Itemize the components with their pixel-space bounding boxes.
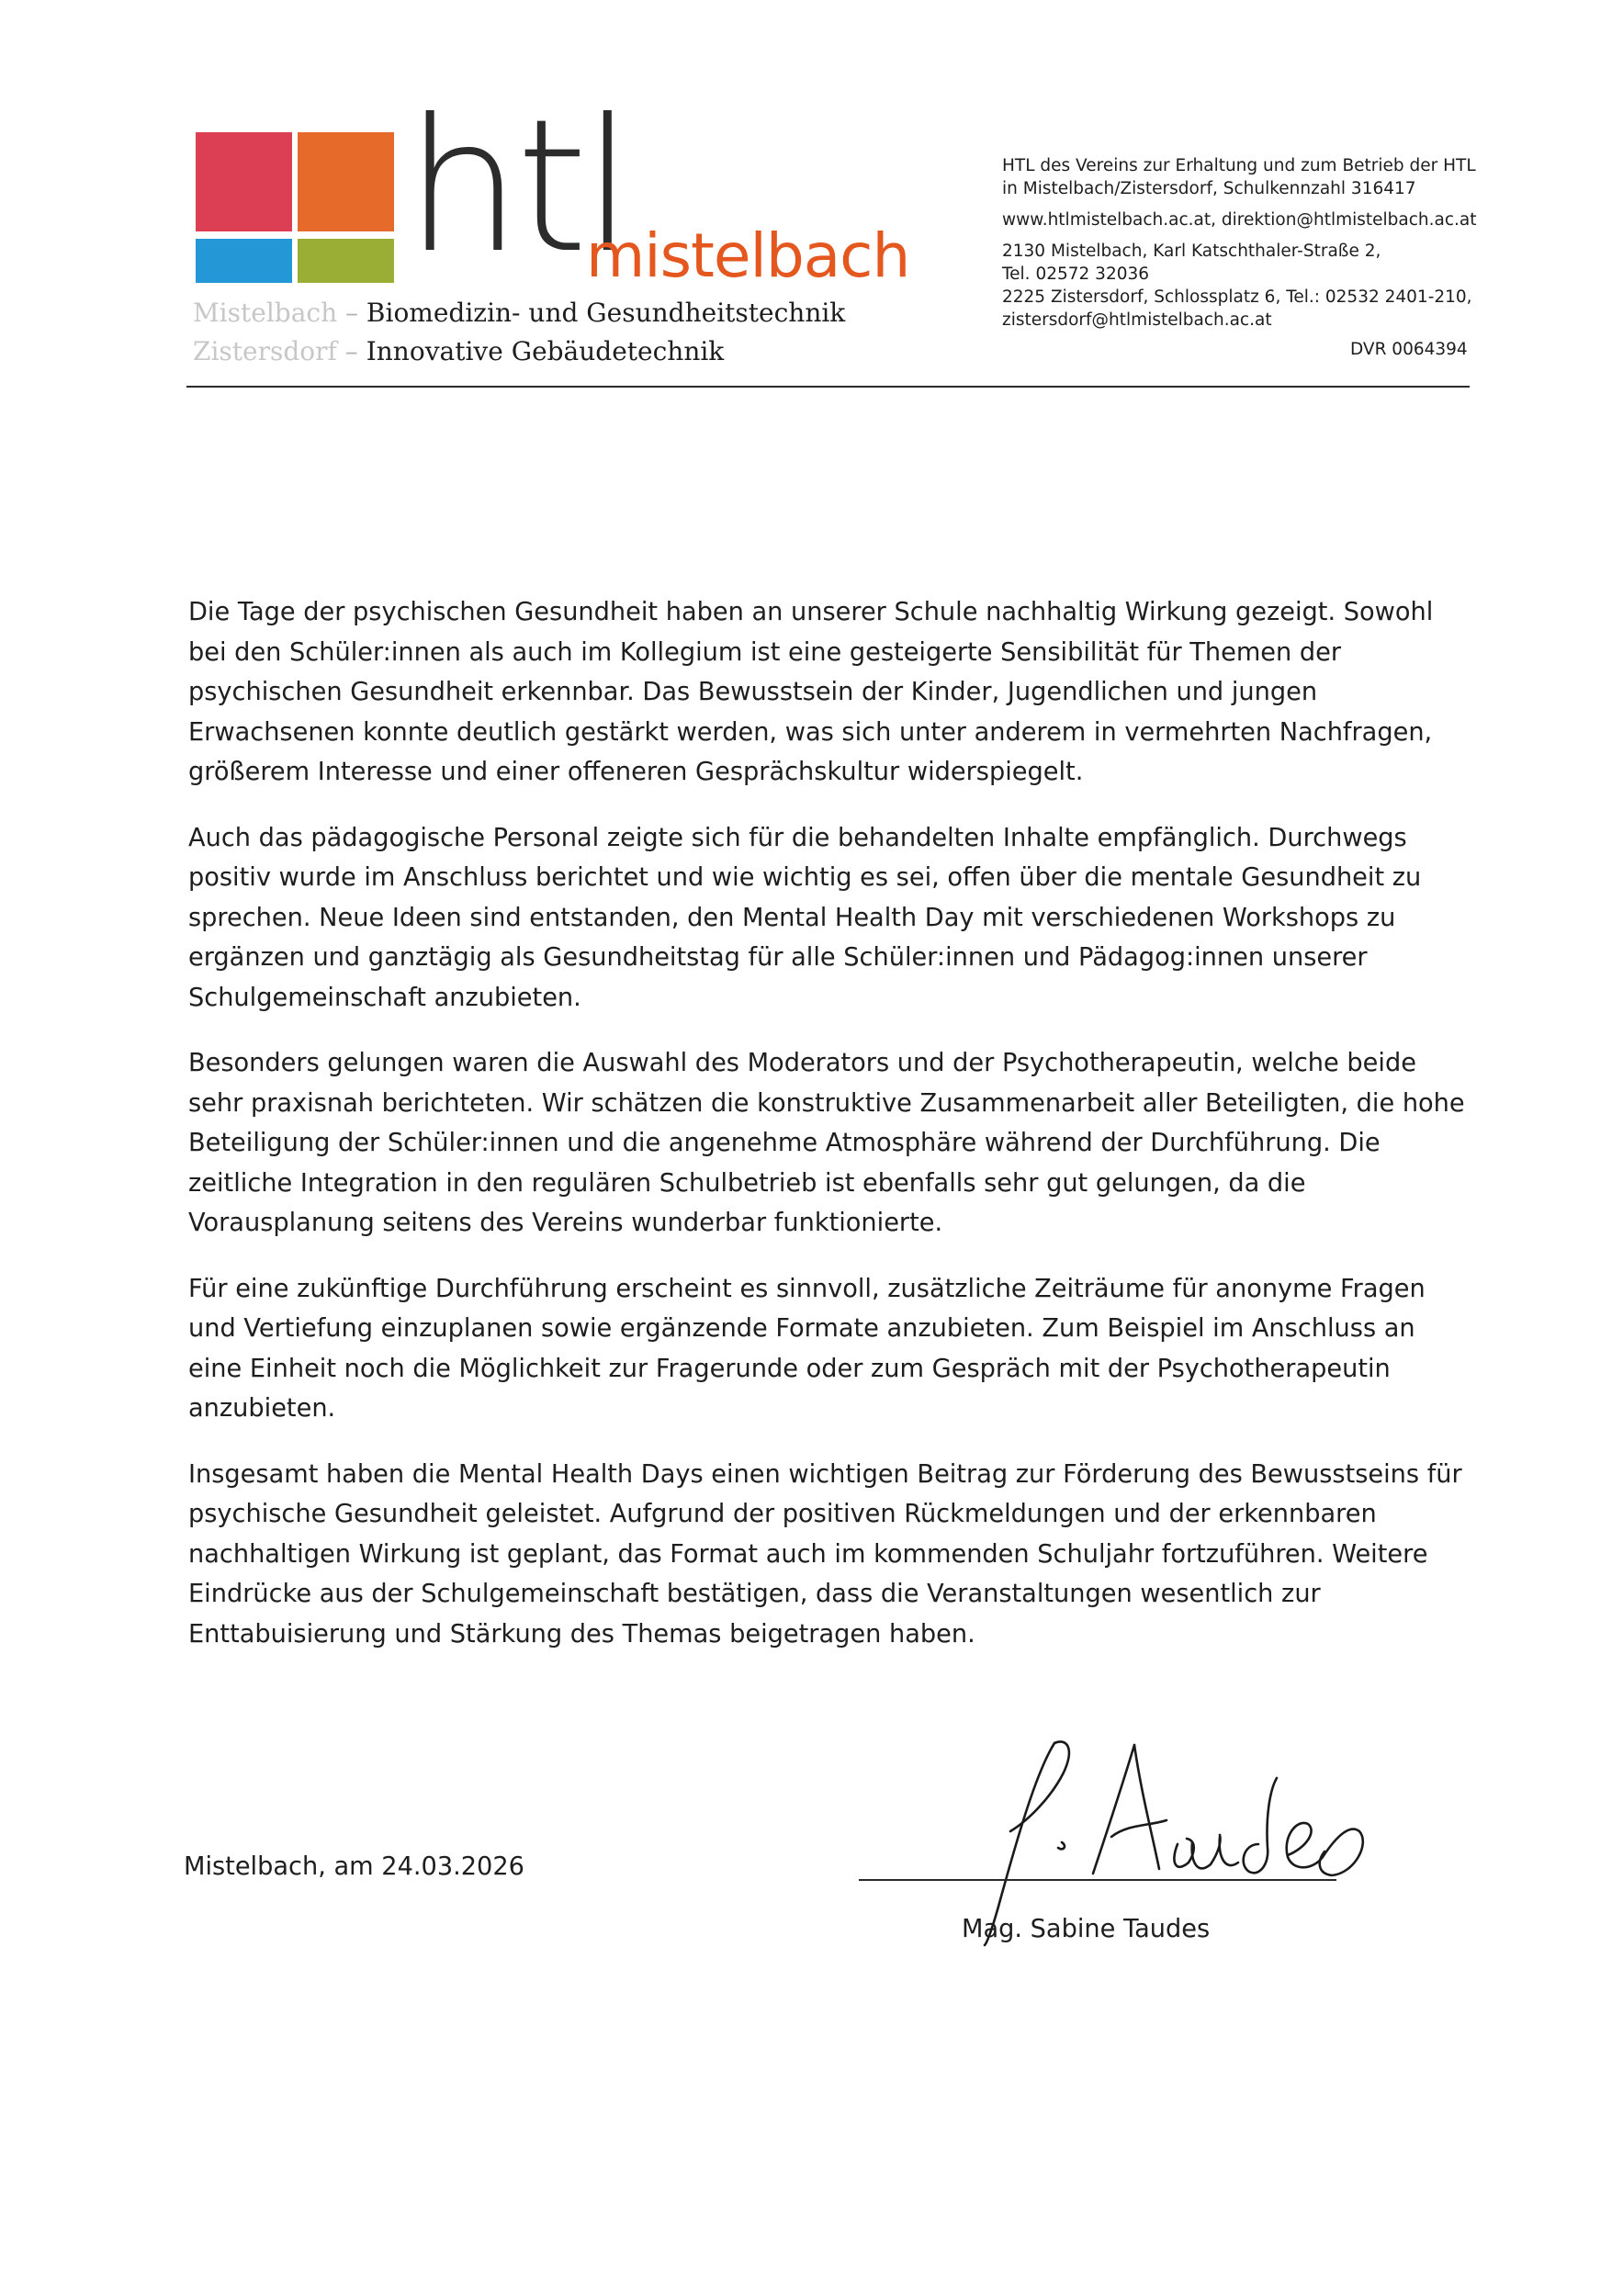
- info-line: in Mistelbach/Zistersdorf, Schulkennzahl 316417: [1002, 179, 1416, 198]
- text-line: größerem Interesse und einer offeneren Gesprächskultur widerspiegelt.: [188, 758, 1084, 786]
- text-line: Erwachsenen konnte deutlich gestärkt werden, was sich unter anderem in vermehrten Nachfragen,: [188, 717, 1433, 747]
- logo-city: mistelbach: [586, 220, 910, 291]
- text-line: ergänzen und ganztägig als Gesundheitstag für alle Schüler:innen und Pädagog:innen unserer: [188, 943, 1368, 972]
- tagline-town: Zistersdorf: [193, 336, 337, 366]
- dvr-number: DVR 0064394: [1350, 340, 1468, 359]
- text-line: Die Tage der psychischen Gesundheit haben an unserer Schule nachhaltig Wirkung gezeigt. Sowohl: [188, 598, 1434, 626]
- header-divider: [186, 386, 1470, 388]
- school-contact-info: [1002, 154, 1477, 332]
- text-line: sprechen. Neue Ideen sind entstanden, den Mental Health Day mit verschiedenen Workshops zu: [188, 903, 1396, 932]
- tagline-specialty: Biomedizin- und Gesundheitstechnik: [366, 298, 846, 328]
- paragraph: [188, 818, 1474, 1019]
- text-line: und Vertiefung einzuplanen sowie ergänzende Formate anzubieten. Zum Beispiel im Anschluss an: [188, 1314, 1415, 1343]
- tagline-specialty: Innovative Gebäudetechnik: [366, 336, 725, 366]
- info-line: Tel. 02572 32036: [1002, 264, 1150, 284]
- paragraph: [188, 592, 1474, 793]
- logo-square-blue: [196, 239, 292, 283]
- text-line: Vorausplanung seitens des Vereins wunderbar funktionierte.: [188, 1209, 943, 1237]
- text-line: anzubieten.: [188, 1394, 336, 1423]
- signer-name: Mag. Sabine Taudes: [962, 1915, 1211, 1943]
- info-line: 2225 Zistersdorf, Schlossplatz 6, Tel.: 02532 2401-210,: [1002, 287, 1472, 307]
- text-line: eine Einheit noch die Möglichkeit zur Fragerunde oder zum Gespräch mit der Psychotherapeutin: [188, 1354, 1391, 1383]
- logo-square-green: [298, 239, 394, 283]
- text-line: Schulgemeinschaft anzubieten.: [188, 983, 581, 1012]
- logo-wordmark: htl: [405, 80, 628, 294]
- logo-square-orange: [298, 132, 394, 231]
- place-date: Mistelbach, am 24.03.2026: [184, 1852, 524, 1881]
- info-line: zistersdorf@htlmistelbach.ac.at: [1002, 310, 1272, 330]
- info-line: HTL des Vereins zur Erhaltung und zum Betrieb der HTL: [1002, 156, 1476, 175]
- paragraph: [188, 1455, 1474, 1655]
- text-line: bei den Schüler:innen als auch im Kollegium ist eine gesteigerte Sensibilität für Themen der: [188, 637, 1342, 667]
- text-line: psychischen Gesundheit erkennbar. Das Bewusstsein der Kinder, Jugendlichen und jungen: [188, 678, 1318, 706]
- text-line: Eindrücke aus der Schulgemeinschaft bestätigen, dass die Veranstaltungen wesentlich zur: [188, 1580, 1321, 1608]
- signature-line: [859, 1879, 1336, 1881]
- text-line: sehr praxisnah berichteten. Wir schätzen die konstruktive Zusammenarbeit aller Beteiligten, die hohe: [188, 1088, 1465, 1118]
- text-line: psychische Gesundheit geleistet. Aufgrund der positiven Rückmeldungen und der erkennbaren: [188, 1500, 1377, 1528]
- paragraph: [188, 1043, 1474, 1244]
- info-web-email: www.htlmistelbach.ac.at, direktion@htlmistelbach.ac.at: [1002, 210, 1477, 230]
- text-line: nachhaltigen Wirkung ist geplant, das Format auch im kommenden Schuljahr fortzuführen. Weitere: [188, 1539, 1428, 1569]
- text-line: Insgesamt haben die Mental Health Days einen wichtigen Beitrag zur Förderung des Bewusstseins für: [188, 1459, 1462, 1489]
- text-line: Für eine zukünftige Durchführung erscheint es sinnvoll, zusätzliche Zeiträume für anonyme Fragen: [188, 1274, 1426, 1303]
- info-line: 2130 Mistelbach, Karl Katschthaler-Straße 2,: [1002, 242, 1381, 261]
- text-line: Auch das pädagogische Personal zeigte sich für die behandelten Inhalte empfänglich. Durchwegs: [188, 823, 1407, 852]
- tagline-dash: –: [345, 298, 359, 328]
- tagline-mistelbach: [193, 296, 845, 331]
- letter-body: [188, 592, 1474, 1680]
- text-line: Enttabuisierung und Stärkung des Themas beigetragen haben.: [188, 1619, 975, 1649]
- paragraph: [188, 1269, 1474, 1429]
- tagline-town: Mistelbach: [193, 298, 338, 328]
- text-line: Beteiligung der Schüler:innen und die angenehme Atmosphäre während der Durchführung. Die: [188, 1129, 1381, 1157]
- school-logo: [196, 80, 930, 294]
- tagline-zistersdorf: [193, 334, 724, 369]
- tagline-dash: –: [344, 336, 358, 366]
- logo-square-red: [196, 132, 292, 231]
- text-line: Besonders gelungen waren die Auswahl des Moderators und der Psychotherapeutin, welche beide: [188, 1049, 1416, 1077]
- text-line: positiv wurde im Anschluss berichtet und wie wichtig es sei, offen über die mentale Gesundheit zu: [188, 863, 1422, 892]
- text-line: zeitliche Integration in den regulären Schulbetrieb ist ebenfalls sehr gut gelungen, da die: [188, 1168, 1306, 1198]
